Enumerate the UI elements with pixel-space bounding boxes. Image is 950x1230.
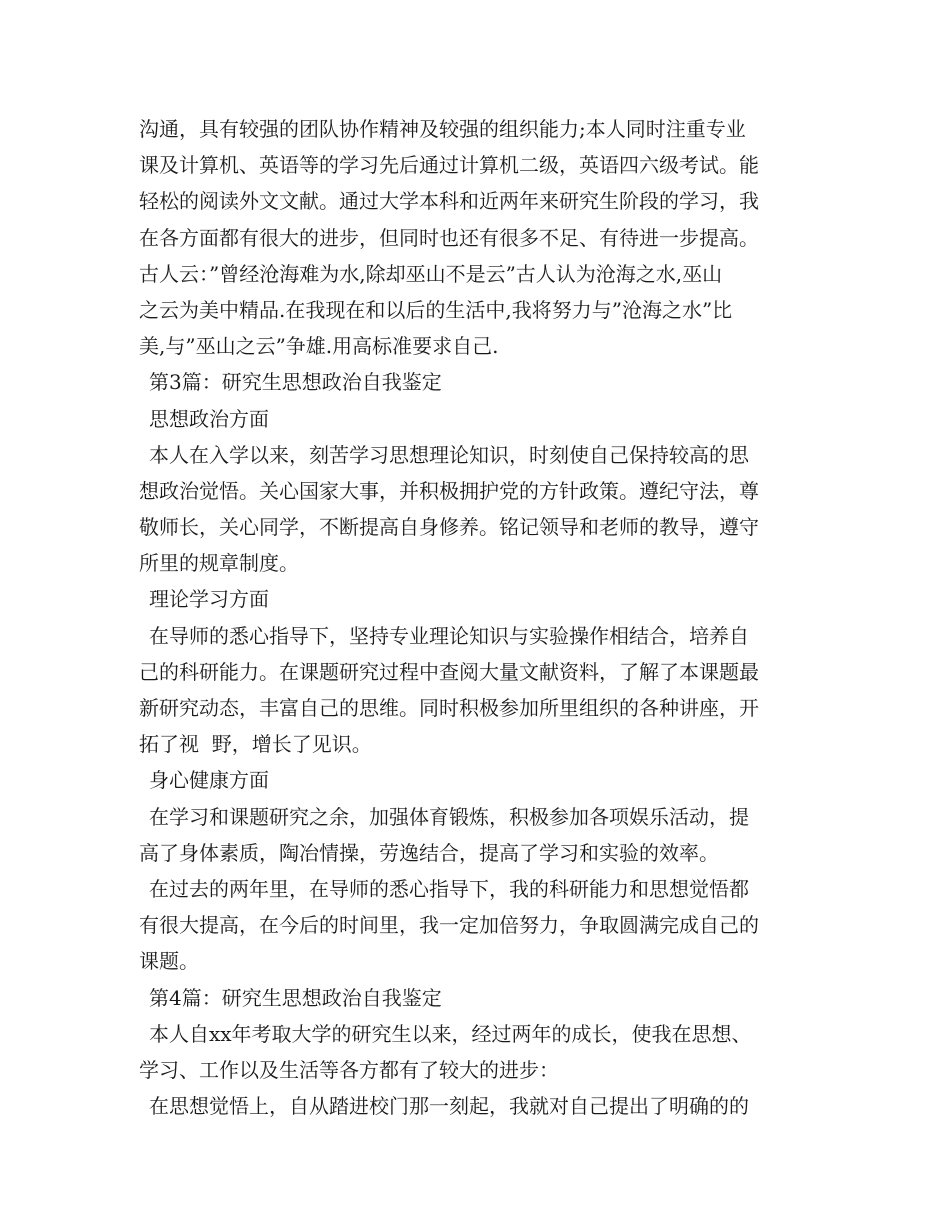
paragraph-line: 所里的规章制度。	[139, 551, 299, 576]
paragraph-line: 在过去的两年里，在导师的悉心指导下，我的科研能力和思想觉悟都	[149, 876, 749, 901]
subheading-health: 身心健康方面	[149, 768, 269, 793]
paragraph-line: 沟通，具有较强的团队协作精神及较强的组织能力;本人同时注重专业	[139, 117, 746, 141]
paragraph-line: 想政治觉悟。关心国家大事，并积极拥护党的方针政策。遵纪守法，尊	[139, 478, 759, 503]
section-heading-part3: 第3篇：研究生思想政治自我鉴定	[149, 370, 442, 395]
paragraph-line: 在各方面都有很大的进步，但同时也还有很多不足、有待进一步提高。	[139, 225, 759, 250]
document-body	[139, 111, 819, 1124]
paragraph-line: 拓了视 野，增长了见识。	[139, 732, 372, 757]
paragraph-line: 新研究动态，丰富自己的思维。同时积极参加所里组织的各种讲座，开	[139, 696, 759, 720]
paragraph-line: 古人云：”曾经沧海难为水,除却巫山不是云”古人认为沧海之水,巫山	[139, 261, 723, 286]
paragraph-line: 美,与”巫山之云”争雄.用高标准要求自己.	[139, 334, 499, 359]
paragraph-line: 课及计算机、英语等的学习先后通过计算机二级，英语四六级考试。能	[139, 153, 759, 178]
paragraph-line: 高了身体素质，陶冶情操，劳逸结合，提高了学习和实验的效率。	[139, 840, 719, 865]
paragraph-line: 己的科研能力。在课题研究过程中查阅大量文献资料，了解了本课题最	[139, 659, 759, 684]
subheading-political-thought: 思想政治方面	[149, 406, 269, 431]
paragraph-line: 本人在入学以来，刻苦学习思想理论知识，时刻使自己保持较高的思	[149, 442, 749, 467]
paragraph-line: 在导师的悉心指导下，坚持专业理论知识与实验操作相结合，培养自	[149, 623, 749, 648]
paragraph-line: 本人自xx年考取大学的研究生以来，经过两年的成长，使我在思想、	[149, 1021, 752, 1046]
subheading-theory-study: 理论学习方面	[149, 587, 269, 612]
paragraph-line: 有很大提高，在今后的时间里，我一定加倍努力，争取圆满完成自己的	[139, 913, 759, 938]
paragraph-line: 之云为美中精品.在我现在和以后的生活中,我将努力与”沧海之水”比	[139, 297, 733, 322]
paragraph-line: 课题。	[139, 949, 199, 974]
section-heading-part4: 第4篇：研究生思想政治自我鉴定	[149, 985, 442, 1010]
paragraph-line: 在思想觉悟上，自从踏进校门那一刻起，我就对自己提出了明确的的	[149, 1094, 749, 1119]
paragraph-line: 在学习和课题研究之余，加强体育锻炼，积极参加各项娱乐活动，提	[149, 804, 749, 829]
paragraph-line: 学习、工作以及生活等各方都有了较大的进步：	[139, 1057, 559, 1082]
paragraph-line: 敬师长，关心同学，不断提高自身修养。铭记领导和老师的教导，遵守	[139, 515, 759, 540]
paragraph-line: 轻松的阅读外文文献。通过大学本科和近两年来研究生阶段的学习，我	[139, 189, 759, 214]
